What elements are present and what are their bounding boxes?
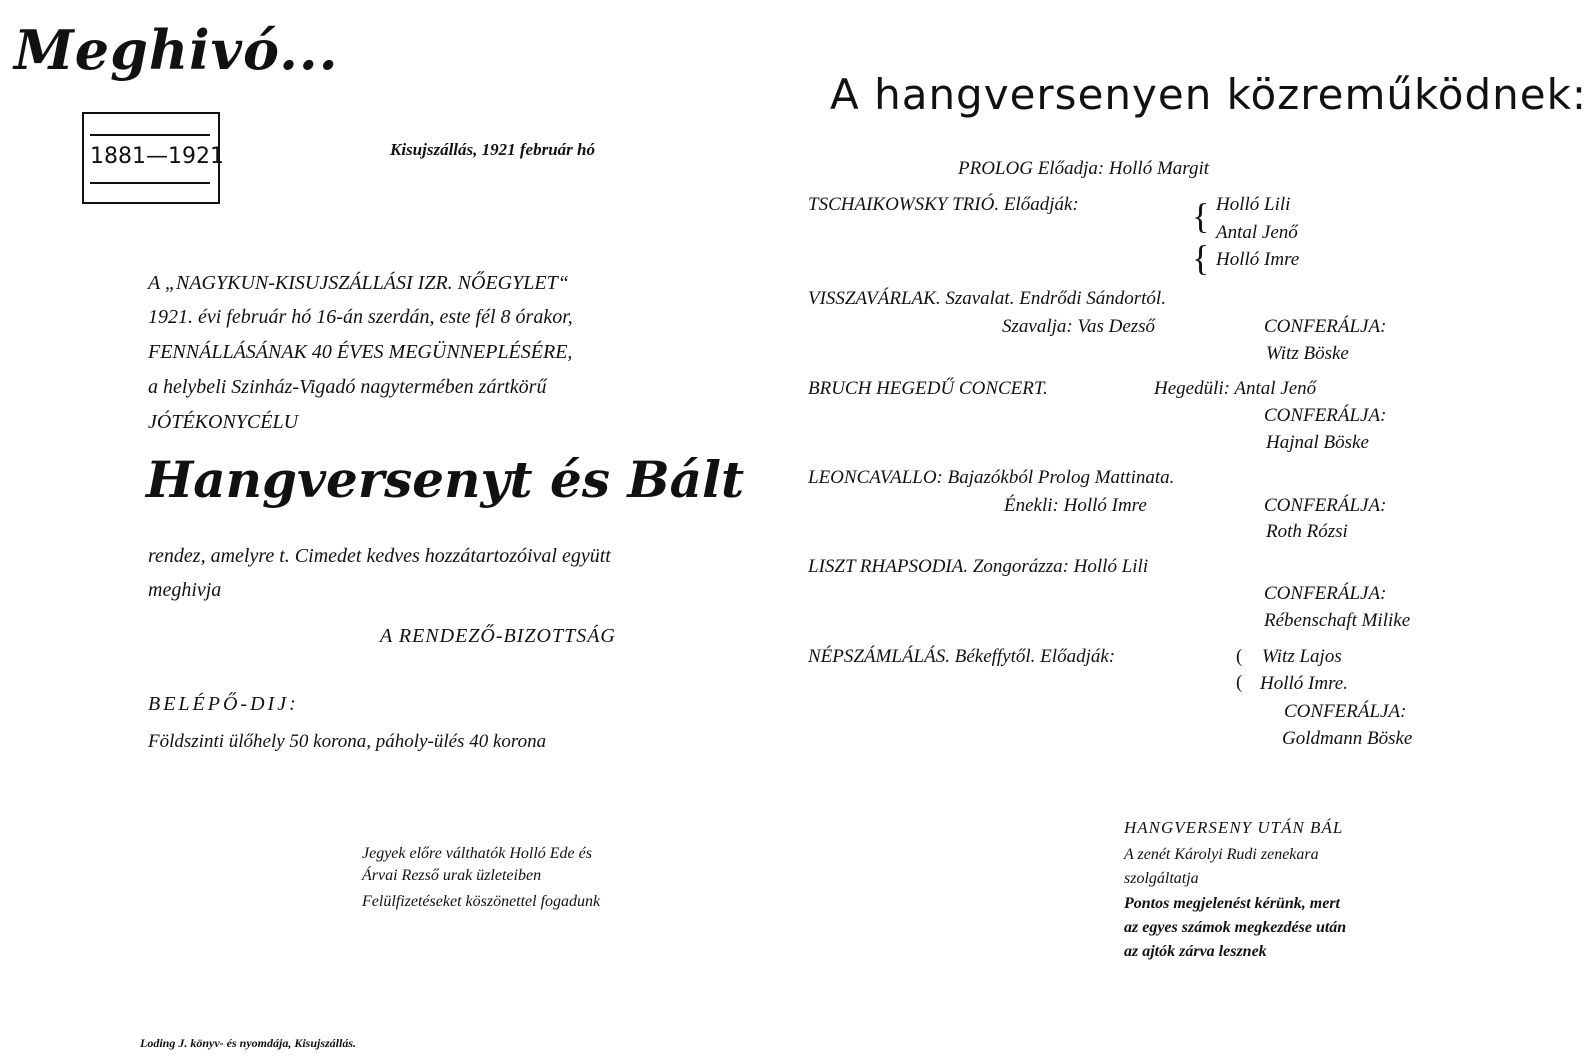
nepszamlalas-conferal-label: CONFERÁLJA: (1284, 701, 1407, 722)
prolog-line: PROLOG Előadja: Holló Margit (958, 158, 1210, 179)
leoncavallo-line-1: LEONCAVALLO: Bajazókból Prolog Mattinata. (808, 467, 1175, 488)
leoncavallo-line-2: Énekli: Holló Imre (1004, 495, 1147, 516)
bruch-conferal-name: Hajnal Böske (1266, 432, 1369, 453)
organizing-committee: A RENDEZŐ-BIZOTTSÁG (380, 625, 616, 647)
trio-brace-icon: { (1192, 196, 1210, 236)
nepszamlalas-paren-icon: ( (1236, 646, 1243, 667)
ball-line-1: A zenét Károlyi Rudi zenekara (1124, 846, 1319, 863)
leoncavallo-conferal-name: Roth Rózsi (1266, 521, 1348, 542)
nepszamlalas-performer-2: Holló Imre. (1260, 673, 1348, 694)
ticket-note-1: Jegyek előre válthatók Holló Ede és (362, 845, 592, 862)
ball-heading: HANGVERSENY UTÁN BÁL (1124, 818, 1344, 837)
liszt-conferal-label: CONFERÁLJA: (1264, 583, 1387, 604)
liszt-line-1: LISZT RHAPSODIA. Zongorázza: Holló Lili (808, 556, 1149, 577)
ball-line-4: az egyes számok megkezdése után (1124, 919, 1347, 936)
performers-heading: A hangversenyen közreműködnek: (830, 70, 1587, 119)
leoncavallo-conferal-label: CONFERÁLJA: (1264, 495, 1387, 516)
visszavarlak-conferal-label: CONFERÁLJA: (1264, 316, 1387, 337)
invite-line-2: meghivja (148, 579, 222, 601)
bruch-performer: Hegedüli: Antal Jenő (1154, 378, 1317, 399)
trio-title: TSCHAIKOWSKY TRIÓ. Előadják: (808, 194, 1079, 215)
place-date: Kisujszállás, 1921 február hó (390, 140, 595, 159)
body-line-3: FENNÁLLÁSÁNAK 40 ÉVES MEGÜNNEPLÉSÉRE, (148, 341, 573, 363)
body-line-2: 1921. évi február hó 16-án szerdán, este fél 8 órakor, (148, 306, 573, 328)
printer-credit: Loding J. könyv- és nyomdája, Kisujszállás. (140, 1036, 357, 1050)
event-title: Hangversenyt és Bált (146, 450, 745, 509)
trio-performer-3: Holló Imre (1216, 249, 1300, 270)
body-line-5: JÓTÉKONYCÉLU (148, 411, 299, 433)
ticket-note-2: Árvai Rezső urak üzleteiben (362, 867, 542, 884)
visszavarlak-line-2: Szavalja: Vas Dezső (1002, 316, 1156, 337)
ticket-note-3: Felülfizetéseket köszönettel fogadunk (362, 893, 601, 910)
nepszamlalas-line-1: NÉPSZÁMLÁLÁS. Békeffytől. Előadják: (808, 646, 1116, 667)
trio-performer-2: Antal Jenő (1216, 222, 1298, 243)
nepszamlalas-performer-1: Witz Lajos (1262, 646, 1342, 667)
ball-line-2: szolgáltatja (1124, 870, 1199, 887)
entry-fee-label: BELÉPŐ-DIJ: (148, 693, 299, 715)
trio-brace-lower-icon: { (1192, 238, 1210, 278)
visszavarlak-conferal-name: Witz Böske (1266, 343, 1349, 364)
nepszamlalas-paren-lower-icon: ( (1236, 672, 1243, 693)
visszavarlak-line-1: VISSZAVÁRLAK. Szavalat. Endrődi Sándortól. (808, 288, 1166, 309)
trio-performer-1: Holló Lili (1216, 194, 1291, 215)
anniversary-years: 1881—1921 (90, 144, 224, 169)
nepszamlalas-conferal-name: Goldmann Böske (1282, 728, 1413, 749)
anniversary-years-box (82, 112, 224, 204)
liszt-conferal-name: Rébenschaft Milike (1264, 610, 1411, 631)
body-line-1: A „NAGYKUN-KISUJSZÁLLÁSI IZR. NŐEGYLET“ (148, 272, 569, 294)
entry-fee-text: Földszinti ülőhely 50 korona, páholy-ülés 40 korona (148, 731, 547, 752)
body-line-4: a helybeli Szinház-Vigadó nagytermében zártkörű (148, 376, 547, 398)
ball-line-5: az ajtók zárva lesznek (1124, 943, 1267, 960)
bruch-title: BRUCH HEGEDŰ CONCERT. (808, 378, 1048, 399)
invitation-title: Meghivó... (14, 18, 339, 82)
bruch-conferal-label: CONFERÁLJA: (1264, 405, 1387, 426)
ball-line-3: Pontos megjelenést kérünk, mert (1124, 895, 1340, 912)
invite-line-1: rendez, amelyre t. Cimedet kedves hozzátartozóival együtt (148, 545, 611, 567)
